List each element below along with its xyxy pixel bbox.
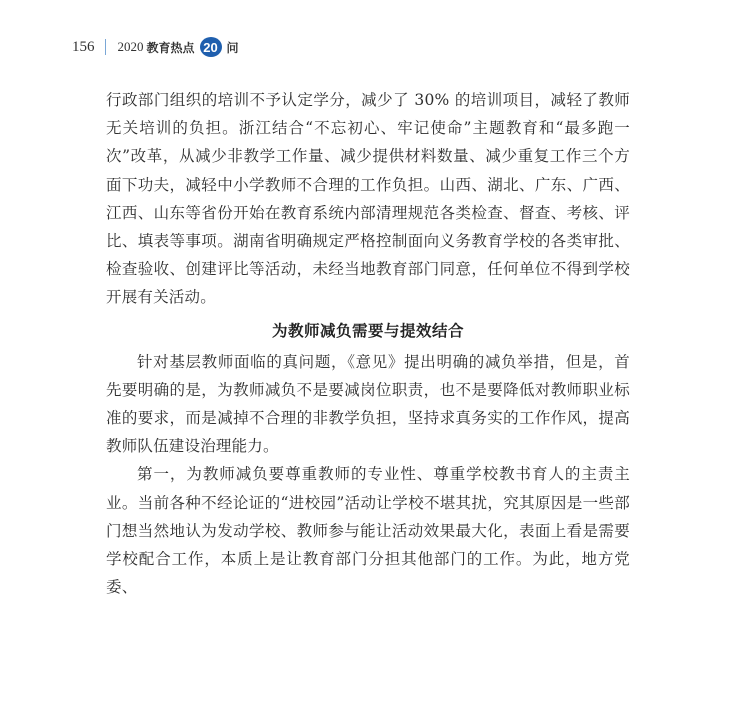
section-heading: 为教师减负需要与提效结合 xyxy=(271,321,464,340)
page-body xyxy=(106,86,630,601)
body-paragraph: 针对基层教师面临的真问题，《意见》提出明确的减负举措，但是，首先要明确的是，为教师减负不是要减岗位职责，也不是要降低对教师职业标准的要求，而是减掉不合理的非教学负担，坚持求真务实的工作作风，提高教师队伍建设治理能力。 xyxy=(106,352,630,456)
running-header xyxy=(72,36,239,58)
book-title-suffix: 问 xyxy=(226,40,239,55)
book-title-badge: 20 xyxy=(200,37,222,57)
book-title-year: 2020 xyxy=(117,39,144,54)
book-title: 教育热点 xyxy=(146,40,195,55)
body-paragraph: 第一，为教师减负要尊重教师的专业性、尊重学校教书育人的主责主业。当前各种不经论证的“进校园”活动让学校不堪其扰，究其原因是一些部门想当然地认为发动学校、教师参与能让活动效果最大化，表面上看是需要学校配合工作，本质上是让教育部门分担其他部门的工作。为此，地方党委、 xyxy=(106,465,630,597)
body-paragraph: 行政部门组织的培训不予认定学分，减少了 30% 的培训项目，减轻了教师无关培训的负担。浙江结合“不忘初心、牢记使命”主题教育和“最多跑一次”改革，从减少非教学工作量、减少提供材料数量、减少重复工作三个方面下功夫，减轻中小学教师不合理的工作负担。山西、湖北、广东、广西、江西、山东等省份开始在教育系统内部清理规范各类检查、督查、考核、评比、填表等事项。湖南省明确规定严格控制面向义务教育学校的各类审批、检查验收、创建评比等活动，未经当地教育部门同意，任何单位不得到学校开展有关活动。 xyxy=(106,91,630,307)
page-number: 156 xyxy=(72,38,95,55)
header-divider xyxy=(105,39,106,55)
